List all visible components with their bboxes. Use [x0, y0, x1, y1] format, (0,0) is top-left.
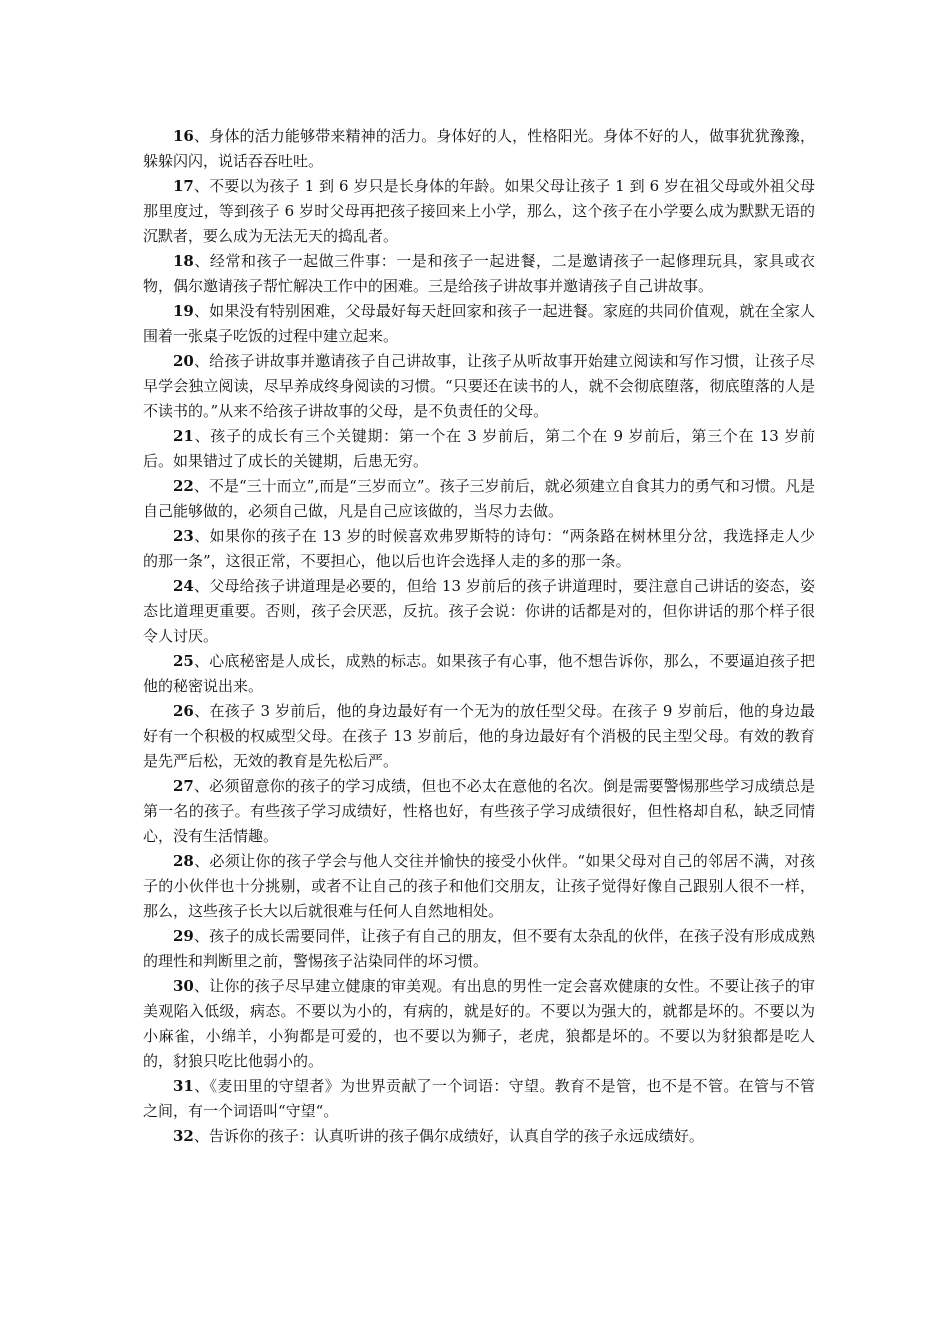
paragraph-25 [143, 649, 815, 699]
paragraph-text: 、告诉你的孩子：认真听讲的孩子偶尔成绩好，认真自学的孩子永远成绩好。 [193, 1127, 704, 1145]
paragraph-text: 、必须留意你的孩子的学习成绩，但也不必太在意他的名次。倒是需要警惕那些学习成绩总是第一名的孩子。有些孩子学习成绩好，性格也好，有些孩子学习成绩很好，但性格却自私，缺乏同情心，没有生活情趣。 [143, 777, 815, 845]
paragraph-text: 、孩子的成长需要同伴，让孩子有自己的朋友，但不要有太杂乱的伙伴，在孩子没有形成成熟的理性和判断里之前，警惕孩子沾染同伴的坏习惯。 [143, 927, 815, 970]
paragraph-text: 、必须让你的孩子学会与他人交往并愉快的接受小伙伴。“如果父母对自己的邻居不满，对孩子的小伙伴也十分挑剔，或者不让自己的孩子和他们交朋友，让孩子觉得好像自己跟别人很不一样，那么，这些孩子长大以后就很难与任何人自然地相处。 [143, 852, 815, 920]
paragraph-18 [143, 249, 815, 299]
paragraph-30 [143, 974, 815, 1074]
paragraph-number: 18 [173, 252, 194, 270]
document-body [143, 124, 815, 1149]
paragraph-number: 26 [173, 702, 194, 720]
paragraph-31 [143, 1074, 815, 1124]
paragraph-number: 32 [173, 1127, 194, 1145]
paragraph-text: 、让你的孩子尽早建立健康的审美观。有出息的男性一定会喜欢健康的女性。不要让孩子的审美观陷入低级，病态。不要以为小的，有病的，就是好的。不要以为强大的，就都是坏的。不要以为小麻雀，小绵羊，小狗都是可爱的，也不要以为狮子，老虎，狼都是坏的。不要以为豺狼都是吃人的，豺狼只吃比他弱小的。 [143, 977, 815, 1070]
paragraph-20 [143, 349, 815, 424]
paragraph-number: 31 [173, 1077, 194, 1095]
paragraph-text: 、不是“三十而立”,而是“三岁而立”。孩子三岁前后，就必须建立自食其力的勇气和习惯。凡是自己能够做的，必须自己做，凡是自己应该做的，当尽力去做。 [143, 477, 815, 520]
paragraph-number: 24 [173, 577, 194, 595]
paragraph-number: 16 [173, 127, 194, 145]
paragraph-number: 22 [173, 477, 194, 495]
paragraph-text: 、如果没有特别困难，父母最好每天赶回家和孩子一起进餐。家庭的共同价值观，就在全家人围着一张桌子吃饭的过程中建立起来。 [143, 302, 815, 345]
paragraph-number: 21 [173, 427, 194, 445]
paragraph-text: 、给孩子讲故事并邀请孩子自己讲故事，让孩子从听故事开始建立阅读和写作习惯，让孩子尽早学会独立阅读，尽早养成终身阅读的习惯。“只要还在读书的人，就不会彻底堕落，彻底堕落的人是不读书的。”从来不给孩子讲故事的父母，是不负责任的父母。 [143, 352, 815, 420]
paragraph-21 [143, 424, 815, 474]
paragraph-17 [143, 174, 815, 249]
paragraph-text: 、《麦田里的守望者》为世界贡献了一个词语：守望。教育不是管，也不是不管。在管与不管之间，有一个词语叫“守望“。 [143, 1077, 815, 1120]
paragraph-number: 17 [173, 177, 194, 195]
paragraph-number: 25 [173, 652, 194, 670]
paragraph-number: 29 [173, 927, 194, 945]
paragraph-text: 、如果你的孩子在 13 岁的时候喜欢弗罗斯特的诗句：“两条路在树林里分岔，我选择走人少的那一条”，这很正常，不要担心，他以后也许会选择人走的多的那一条。 [143, 527, 815, 570]
paragraph-number: 23 [173, 527, 194, 545]
paragraph-23 [143, 524, 815, 574]
paragraph-27 [143, 774, 815, 849]
paragraph-text: 、身体的活力能够带来精神的活力。身体好的人，性格阳光。身体不好的人，做事犹犹豫豫，躲躲闪闪，说话吞吞吐吐。 [143, 127, 815, 170]
paragraph-number: 19 [173, 302, 194, 320]
paragraph-text: 、经常和孩子一起做三件事：一是和孩子一起进餐，二是邀请孩子一起修理玩具，家具或衣物，偶尔邀请孩子帮忙解决工作中的困难。三是给孩子讲故事并邀请孩子自己讲故事。 [143, 252, 815, 295]
paragraph-text: 、父母给孩子讲道理是必要的，但给 13 岁前后的孩子讲道理时，要注意自己讲话的姿态，姿态比道理更重要。否则，孩子会厌恶，反抗。孩子会说：你讲的话都是对的，但你讲话的那个样子很令人讨厌。 [143, 577, 815, 645]
paragraph-28 [143, 849, 815, 924]
paragraph-number: 20 [173, 352, 194, 370]
paragraph-19 [143, 299, 815, 349]
paragraph-text: 、心底秘密是人成长，成熟的标志。如果孩子有心事，他不想告诉你，那么，不要逼迫孩子把他的秘密说出来。 [143, 652, 815, 695]
paragraph-number: 27 [173, 777, 194, 795]
paragraph-26 [143, 699, 815, 774]
paragraph-24 [143, 574, 815, 649]
paragraph-text: 、在孩子 3 岁前后，他的身边最好有一个无为的放任型父母。在孩子 9 岁前后，他的身边最好有一个积极的权威型父母。在孩子 13 岁前后，他的身边最好有个消极的民主型父母。有效的教育是先严后松，无效的教育是先松后严。 [143, 702, 815, 770]
paragraph-29 [143, 924, 815, 974]
paragraph-text: 、孩子的成长有三个关键期：第一个在 3 岁前后，第二个在 9 岁前后，第三个在 13 岁前后。如果错过了成长的关键期，后患无穷。 [143, 427, 815, 470]
paragraph-32 [143, 1124, 815, 1149]
paragraph-16 [143, 124, 815, 174]
paragraph-text: 、不要以为孩子 1 到 6 岁只是长身体的年龄。如果父母让孩子 1 到 6 岁在祖父母或外祖父母那里度过，等到孩子 6 岁时父母再把孩子接回来上小学，那么，这个孩子在小学要么成为默默无语的沉默者，要么成为无法无天的捣乱者。 [143, 177, 815, 245]
paragraph-22 [143, 474, 815, 524]
paragraph-number: 30 [173, 977, 194, 995]
paragraph-number: 28 [173, 852, 194, 870]
